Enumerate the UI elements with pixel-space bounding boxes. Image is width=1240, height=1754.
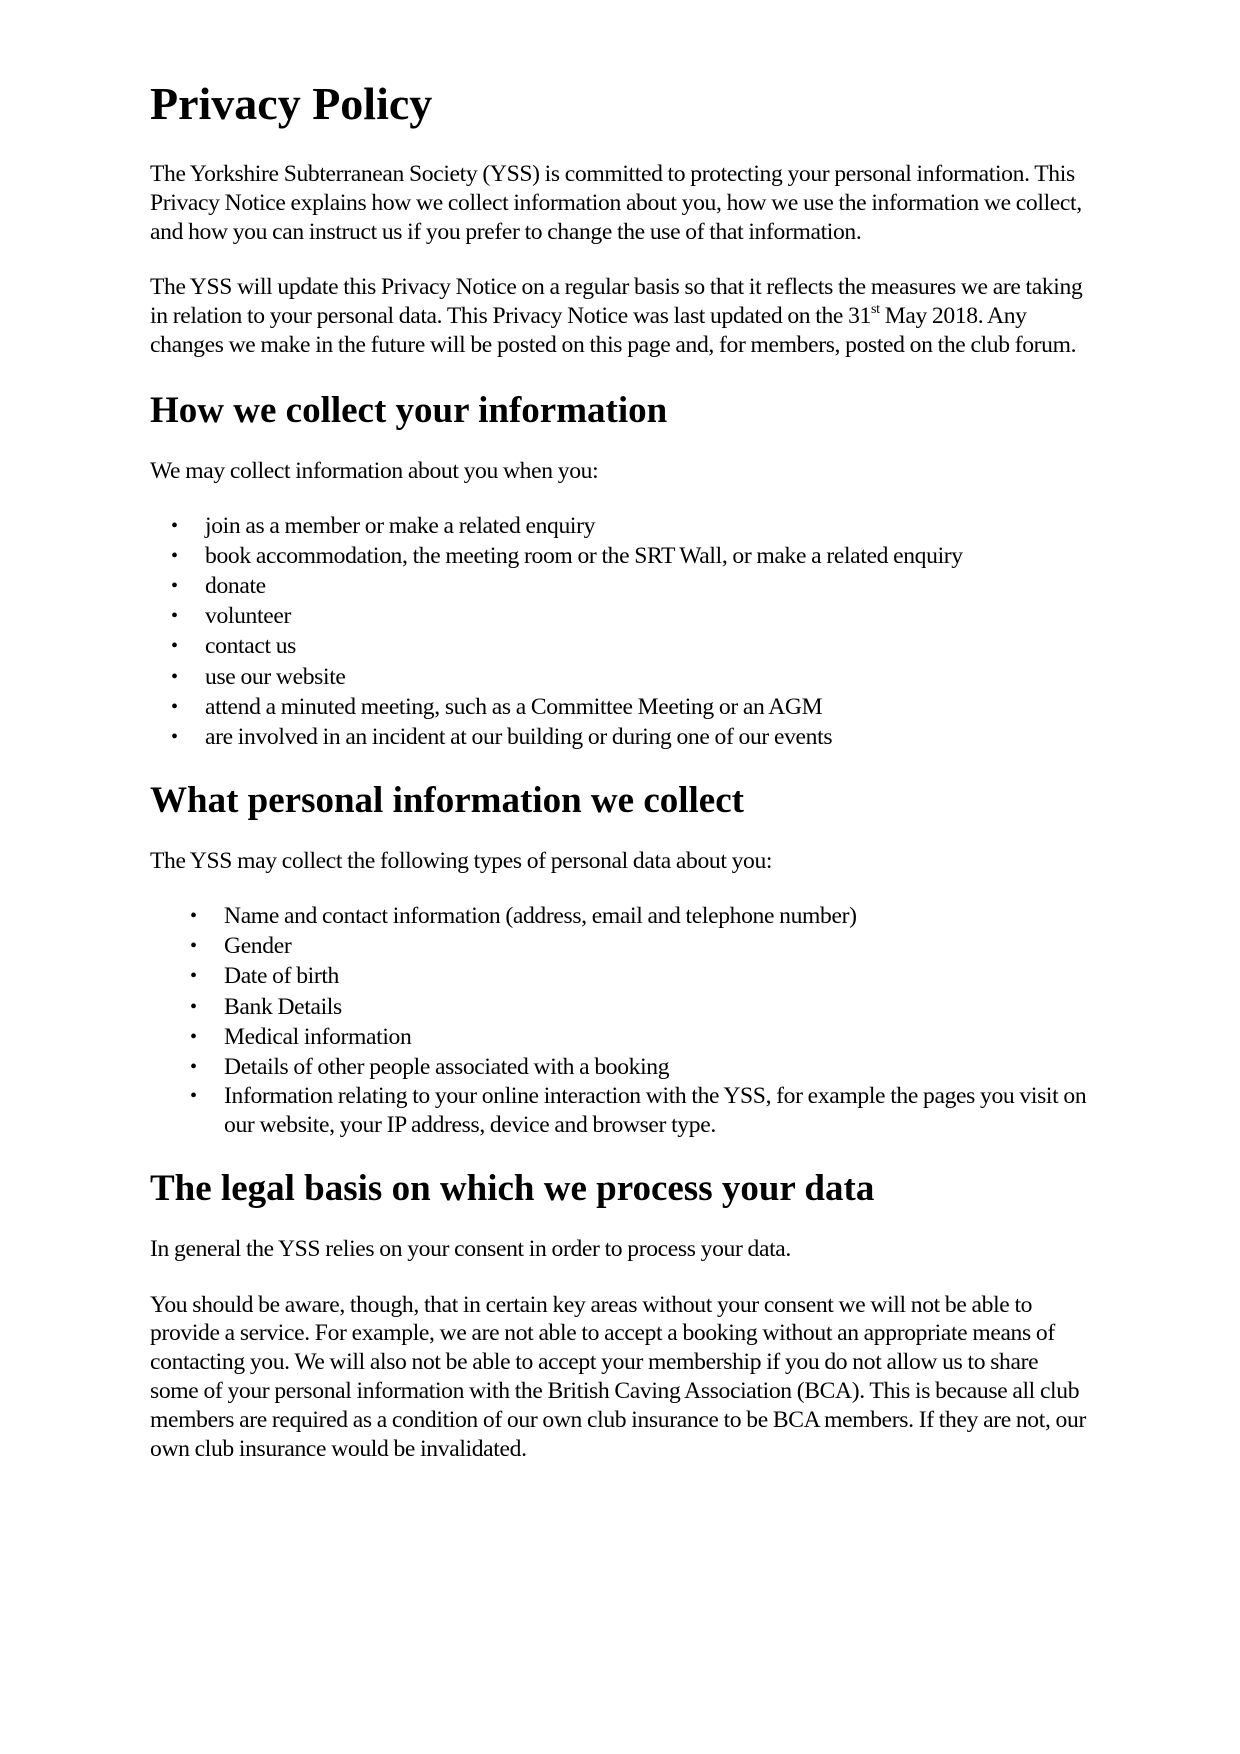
list-item bbox=[150, 571, 1090, 601]
bullet-icon: • bbox=[190, 935, 197, 958]
bullet-icon: • bbox=[171, 514, 178, 537]
intro-paragraph-2-text-end: May 2018. Any changes we make in the future will be posted on this page and, for members, posted on the club forum. bbox=[150, 303, 1077, 358]
bullet-icon: • bbox=[190, 1025, 197, 1048]
bullet-icon: • bbox=[190, 1085, 197, 1108]
section-heading-legal-basis: The legal basis on which we process your data bbox=[150, 1167, 875, 1209]
section-heading-what-we-collect: What personal information we collect bbox=[150, 780, 744, 822]
list-item-text: volunteer bbox=[205, 603, 291, 630]
section-lead-how-we-collect: We may collect information about you when you: bbox=[150, 457, 599, 484]
list-item-text: donate bbox=[205, 572, 266, 599]
list-item-text: contact us bbox=[205, 633, 296, 660]
list-item bbox=[150, 931, 1090, 961]
legal-basis-paragraph-2: You should be aware, though, that in certain key areas without your consent we will not be able to provide a service. For example, we are not able to accept a booking without an appropriate means of contacting you. We will also not be able to accept your membership if you do not allow us to share some of your personal information with the British Caving Association (BCA). This is because all club members are required as a condition of our own club insurance to be BCA members. If they are not, our own club insurance would be invalidated. bbox=[150, 1291, 1086, 1462]
list-item bbox=[150, 601, 1090, 631]
bullet-icon: • bbox=[171, 695, 178, 718]
date-ordinal-suffix: st bbox=[871, 302, 880, 318]
intro-paragraph-1: The Yorkshire Subterranean Society (YSS) is committed to protecting your personal information. This Privacy Notice explains how we collect information about you, how we use the information we collect, and how you can instruct us if you prefer to change the use of that information. bbox=[150, 161, 1082, 245]
intro-paragraph-2 bbox=[150, 273, 1090, 359]
section-lead-what-we-collect: The YSS may collect the following types of personal data about you: bbox=[150, 848, 773, 875]
list-item bbox=[150, 662, 1090, 692]
bullet-icon: • bbox=[171, 635, 178, 658]
bullet-icon: • bbox=[171, 605, 178, 628]
bullet-icon: • bbox=[190, 905, 197, 927]
list-item-text: Name and contact information (address, email and telephone number) bbox=[224, 903, 857, 929]
list-item bbox=[150, 961, 1090, 991]
list-item-text: Medical information bbox=[224, 1023, 412, 1050]
list-item bbox=[150, 1082, 1090, 1140]
list-item-text: Date of birth bbox=[224, 963, 339, 990]
list-item bbox=[150, 992, 1090, 1022]
list-item bbox=[150, 1022, 1090, 1052]
list-item-text: Details of other people associated with a booking bbox=[224, 1054, 670, 1081]
bullet-icon: • bbox=[171, 574, 178, 597]
list-item bbox=[150, 1052, 1090, 1082]
intro-paragraph-2-text: The YSS will update this Privacy Notice on a regular basis so that it reflects the measures we are taking in relation to your personal data. This Privacy Notice was last updated on the 31 bbox=[150, 274, 1083, 330]
list-item-text: Gender bbox=[224, 933, 292, 960]
list-item-text: attend a minuted meeting, such as a Committee Meeting or an AGM bbox=[205, 693, 823, 720]
bullet-icon: • bbox=[190, 995, 197, 1018]
bullet-icon: • bbox=[171, 665, 178, 688]
legal-basis-paragraph-1: In general the YSS relies on your consent in order to process your data. bbox=[150, 1235, 791, 1262]
list-item bbox=[150, 901, 1090, 931]
bullet-icon: • bbox=[171, 544, 178, 567]
list-item-text: use our website bbox=[205, 663, 346, 690]
list-item bbox=[150, 692, 1090, 722]
document-page bbox=[150, 74, 1090, 1490]
personal-data-types-list bbox=[150, 901, 1090, 1140]
list-item-text: book accommodation, the meeting room or the SRT Wall, or make a related enquiry bbox=[205, 542, 963, 569]
section-heading-how-we-collect: How we collect your information bbox=[150, 389, 668, 431]
list-item-text: join as a member or make a related enquiry bbox=[205, 512, 596, 539]
list-item bbox=[150, 511, 1090, 541]
collection-methods-list bbox=[150, 511, 1090, 753]
list-item-text: Information relating to your online interaction with the YSS, for example the pages you visit on our website, your IP address, device and browser type. bbox=[224, 1083, 1087, 1139]
list-item-text: Bank Details bbox=[224, 993, 342, 1020]
bullet-icon: • bbox=[171, 726, 178, 748]
list-item bbox=[150, 631, 1090, 661]
list-item bbox=[150, 541, 1090, 571]
bullet-icon: • bbox=[190, 1056, 197, 1079]
page-title: Privacy Policy bbox=[150, 78, 433, 129]
list-item-text: are involved in an incident at our building or during one of our events bbox=[205, 724, 833, 750]
list-item bbox=[150, 722, 1090, 752]
bullet-icon: • bbox=[190, 965, 197, 988]
